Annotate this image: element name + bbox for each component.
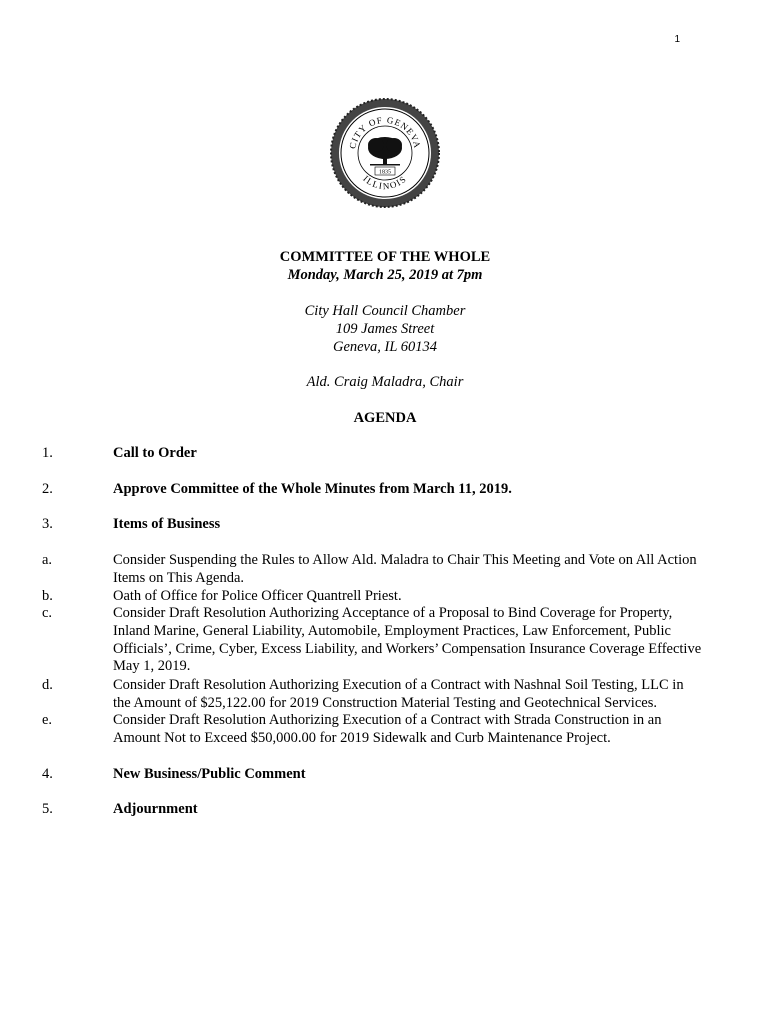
item-text: Call to Order	[113, 445, 197, 461]
sub-item-letter: c.	[42, 605, 53, 621]
sub-item-letter: e.	[42, 712, 53, 728]
seal-top-text: CITY OF GENEVA	[347, 114, 423, 150]
page-number: 1	[674, 34, 680, 45]
sub-item-letter: a.	[42, 552, 53, 568]
venue-line: City Hall Council Chamber	[304, 303, 466, 319]
item-text: Approve Committee of the Whole Minutes from March 11, 2019.	[113, 481, 512, 497]
venue-block	[0, 302, 770, 356]
sub-item-letter: b.	[42, 588, 53, 604]
sub-item-text: Oath of Office for Police Officer Quantrell Priest.	[113, 588, 402, 604]
sub-item-letter: d.	[42, 677, 53, 693]
item-text: Adjournment	[113, 801, 198, 817]
seal-bottom-text: ILLINOIS	[361, 173, 409, 192]
agenda-heading: AGENDA	[353, 410, 417, 426]
item-number: 1.	[42, 445, 53, 461]
item-number: 2.	[42, 481, 53, 497]
item-number: 3.	[42, 516, 53, 532]
sub-item-text: Consider Suspending the Rules to Allow Ald. Maladra to Chair This Meeting and Vote on All Action Items on This Agenda.	[113, 552, 697, 586]
item-number: 4.	[42, 766, 53, 782]
item-text: Items of Business	[113, 516, 221, 532]
item-number: 5.	[42, 801, 53, 817]
sub-item-text: Consider Draft Resolution Authorizing Execution of a Contract with Strada Construction in an Amount Not to Exceed $50,000.00 for 2019 Sidewalk and Curb Maintenance Project.	[113, 712, 662, 746]
meeting-title: COMMITTEE OF THE WHOLE	[279, 249, 491, 265]
venue-line: 109 James Street	[335, 321, 435, 337]
item-text: New Business/Public Comment	[113, 766, 306, 782]
sub-item-text: Consider Draft Resolution Authorizing Acceptance of a Proposal to Bind Coverage for Property, Inland Marine, General Liability, Automobile, Employment Practices, Law Enforcement, Public Officials’, Crime, Cyber, Excess Liability, and Workers’ Compensation Insurance Coverage Effective May 1, 2019.	[113, 605, 702, 675]
seal-year: 1835	[379, 169, 391, 176]
sub-item-text: Consider Draft Resolution Authorizing Execution of a Contract with Nashnal Soil Testing, LLC in the Amount of $25,122.00 for 2019 Construction Material Testing and Geotechnical Services.	[113, 677, 684, 711]
chair-line: Ald. Craig Maladra, Chair	[306, 374, 464, 390]
city-seal-logo	[330, 98, 440, 208]
meeting-date: Monday, March 25, 2019 at 7pm	[287, 267, 483, 283]
venue-line: Geneva, IL 60134	[332, 339, 438, 355]
